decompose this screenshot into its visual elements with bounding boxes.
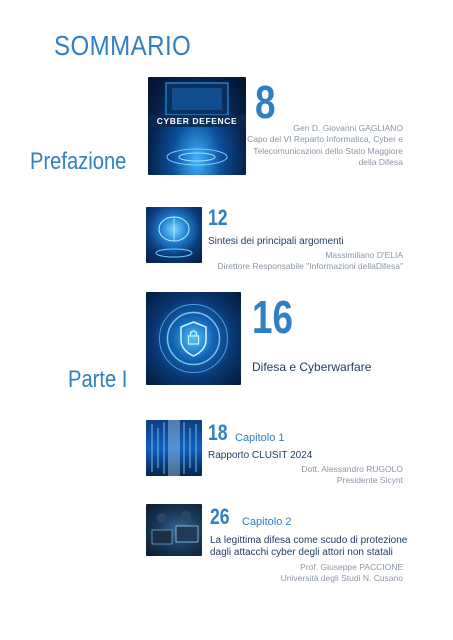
- entry-heading-26: [210, 535, 407, 559]
- entry-heading-16: Difesa e Cyberwarfare: [252, 360, 372, 374]
- author-block-8: [238, 123, 403, 169]
- author-line: Capo del VI Reparto Informatica, Cyber e: [247, 134, 403, 145]
- page-number-12: 12: [208, 205, 228, 230]
- author-line: Dott. Alessandro RUGOLO: [301, 464, 403, 474]
- author-line: Università degli Studi N. Cusano: [280, 573, 403, 584]
- section-prefazione: Prefazione: [30, 148, 127, 175]
- page-title: SOMMARIO: [54, 30, 192, 61]
- author-line: Presidente Sicynt: [336, 475, 403, 486]
- section-parte-1: Parte I: [68, 366, 128, 393]
- cyber-defence-caption: CYBER DEFENCE: [156, 116, 238, 126]
- cyber-attack-image: [146, 504, 202, 556]
- cyber-defence-image: [148, 77, 246, 175]
- author-block-26: [250, 562, 403, 585]
- shield-lock-image: [146, 292, 241, 385]
- author-block-12: [200, 250, 403, 273]
- ai-brain-image: [146, 207, 202, 263]
- page-number-18: 18: [208, 420, 228, 445]
- author-block-18: [250, 464, 403, 487]
- entry-heading-18: Rapporto CLUSIT 2024: [208, 450, 313, 461]
- author-line: Prof. Giuseppe PACCIONE: [300, 562, 403, 572]
- author-line: Massimiliano D'ELIA: [325, 250, 403, 260]
- author-line: Gen D. Giovanni GAGLIANO: [293, 123, 403, 133]
- data-stream-image: [146, 420, 202, 476]
- heading-line: La legittima difesa come scudo di protezione: [210, 535, 408, 546]
- entry-heading-12: Sintesi dei principali argomenti: [208, 236, 344, 247]
- chapter-label-1: Capitolo 1: [235, 432, 285, 444]
- heading-line: dagli attacchi cyber degli attori non statali: [210, 547, 393, 558]
- page-number-16: 16: [252, 291, 293, 343]
- author-line: della Difesa: [358, 157, 403, 168]
- author-line: Direttore Responsabile "Informazioni dellaDifesa": [217, 261, 403, 272]
- page-number-8: 8: [255, 76, 276, 128]
- author-line: Telecomunicazioni dello Stato Maggiore: [253, 145, 403, 156]
- page-number-26: 26: [210, 504, 230, 529]
- chapter-label-2: Capitolo 2: [242, 516, 292, 528]
